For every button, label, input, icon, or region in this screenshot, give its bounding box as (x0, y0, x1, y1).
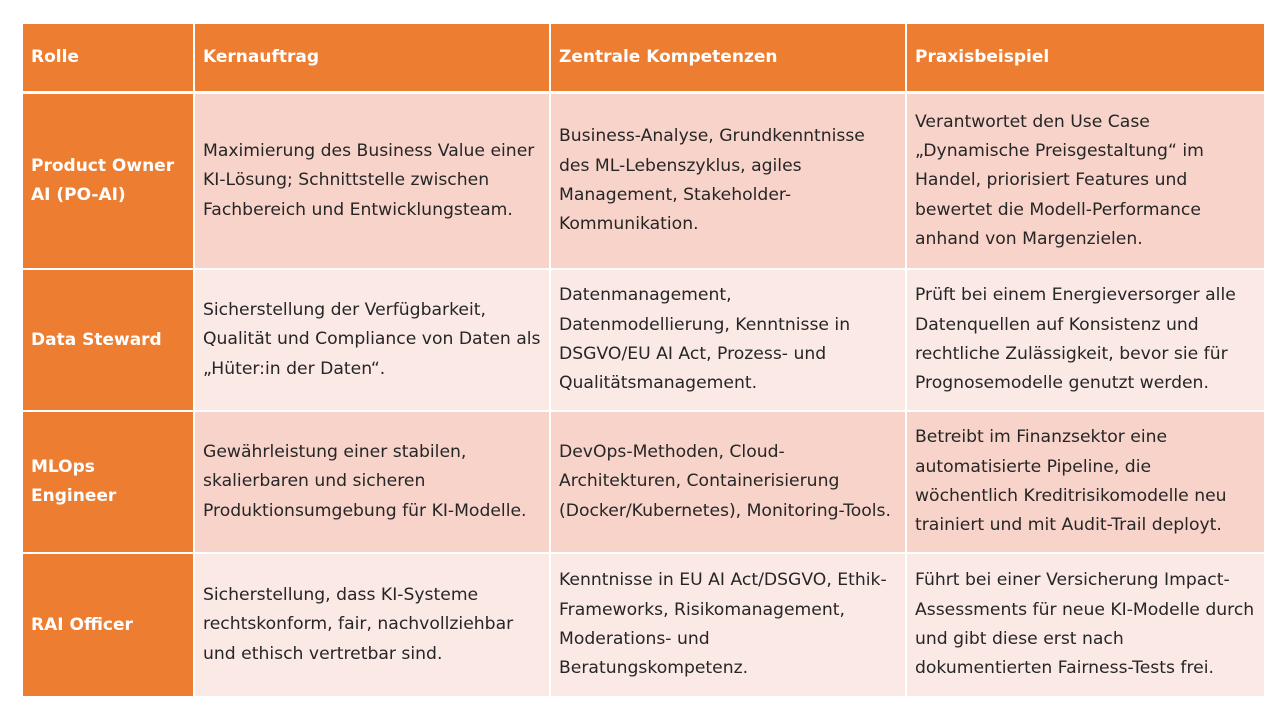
row-2-rolle: Data Steward (23, 270, 195, 412)
row-1-praxisbeispiel: Verantwortet den Use Case „Dynamische Preisgestaltung“ im Handel, priorisiert Features und bewertet die Modell-Performance anhand von Margenzielen. (907, 94, 1264, 270)
row-4-rolle: RAI Officer (23, 554, 195, 696)
row-1-kernauftrag: Maximierung des Business Value einer KI-Lösung; Schnittstelle zwischen Fachbereich und Entwicklungsteam. (195, 94, 551, 270)
header-cell-kernauftrag: Kernauftrag (195, 24, 551, 94)
row-3-kernauftrag: Gewährleistung einer stabilen, skalierbaren und sicheren Produktionsumgebung für KI-Modelle. (195, 412, 551, 554)
row-1-rolle: Product Owner AI (PO-AI) (23, 94, 195, 270)
row-3-rolle: MLOps Engineer (23, 412, 195, 554)
roles-table (23, 24, 1264, 696)
row-1-kompetenzen: Business-Analyse, Grundkenntnisse des ML-Lebenszyklus, agiles Management, Stakeholder-Kommunikation. (551, 94, 907, 270)
row-3-kompetenzen: DevOps-Methoden, Cloud-Architekturen, Containerisierung (Docker/Kubernetes), Monitoring-Tools. (551, 412, 907, 554)
row-2-kernauftrag: Sicherstellung der Verfügbarkeit, Qualität und Compliance von Daten als „Hüter:in der Daten“. (195, 270, 551, 412)
row-4-kompetenzen: Kenntnisse in EU AI Act/DSGVO, Ethik-Frameworks, Risikomanagement, Moderations- und Beratungskompetenz. (551, 554, 907, 696)
row-3-praxisbeispiel: Betreibt im Finanzsektor eine automatisierte Pipeline, die wöchentlich Kreditrisikomodelle neu trainiert und mit Audit-Trail deployt. (907, 412, 1264, 554)
row-4-kernauftrag: Sicherstellung, dass KI-Systeme rechtskonform, fair, nachvollziehbar und ethisch vertretbar sind. (195, 554, 551, 696)
row-2-kompetenzen: Datenmanagement, Datenmodellierung, Kenntnisse in DSGVO/EU AI Act, Prozess- und Qualitätsmanagement. (551, 270, 907, 412)
row-2-praxisbeispiel: Prüft bei einem Energieversorger alle Datenquellen auf Konsistenz und rechtliche Zulässigkeit, bevor sie für Prognosemodelle genutzt werden. (907, 270, 1264, 412)
header-cell-praxisbeispiel: Praxisbeispiel (907, 24, 1264, 94)
header-cell-rolle: Rolle (23, 24, 195, 94)
row-4-praxisbeispiel: Führt bei einer Versicherung Impact-Assessments für neue KI-Modelle durch und gibt diese erst nach dokumentierten Fairness-Tests frei. (907, 554, 1264, 696)
header-cell-kompetenzen: Zentrale Kompetenzen (551, 24, 907, 94)
